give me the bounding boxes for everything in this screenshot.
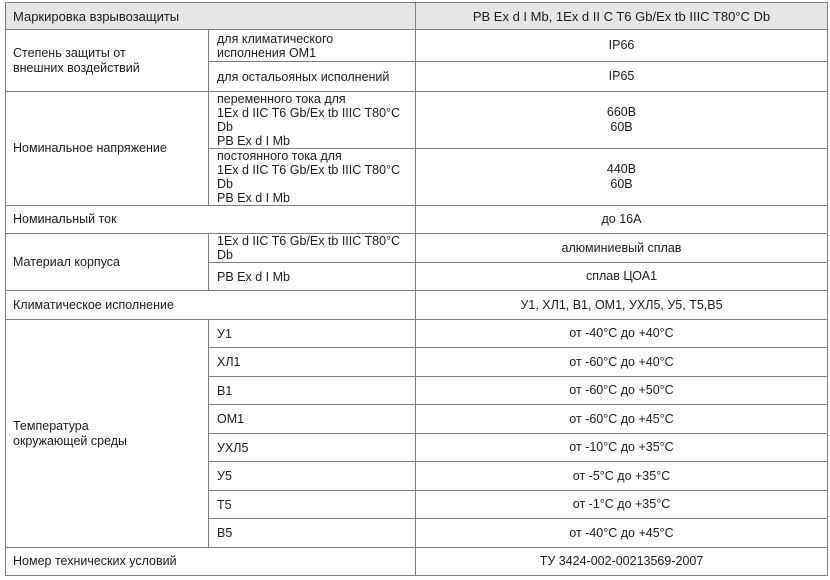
voltage-value-ac: 660В 60В — [416, 92, 828, 149]
temperature-value: от -40°С до +45°С — [416, 519, 828, 548]
tech-conditions-value: ТУ 3424-002-00213569-2007 — [416, 548, 828, 576]
protection-sub-om1: для климатического исполнения ОМ1 — [209, 30, 416, 62]
specifications-table — [5, 2, 828, 576]
temperature-value: от -60°С до +50°С — [416, 377, 828, 405]
climatic-label: Климатическое исполнение — [6, 291, 416, 320]
temperature-value: от -1°С до +35°С — [416, 491, 828, 519]
table-row — [6, 234, 828, 263]
temperature-sub: У1 — [209, 320, 416, 348]
header-label: Маркировка взрывозащиты — [6, 3, 416, 30]
temperature-sub: ОМ1 — [209, 405, 416, 434]
housing-value-1ex: алюминиевый сплав — [416, 234, 828, 263]
temperature-value: от -10°С до +35°С — [416, 434, 828, 462]
current-value: до 16А — [416, 206, 828, 234]
temperature-label: Температура окружающей среды — [6, 320, 209, 548]
table-row — [6, 30, 828, 62]
temperature-value: от -5°С до +35°С — [416, 462, 828, 491]
header-row — [6, 3, 828, 30]
temperature-value: от -60°С до +45°С — [416, 405, 828, 434]
housing-label: Материал корпуса — [6, 234, 209, 291]
climatic-value: У1, ХЛ1, В1, ОМ1, УХЛ5, У5, Т5,В5 — [416, 291, 828, 320]
table-row — [6, 92, 828, 149]
housing-sub-1ex: 1Ex d IIC T6 Gb/Ex tb IIIC T80°C Db — [209, 234, 416, 263]
temperature-value: от -40°С до +40°С — [416, 320, 828, 348]
temperature-value: от -60°С до +40°С — [416, 348, 828, 377]
table-row — [6, 548, 828, 576]
voltage-sub-dc: постоянного тока для 1Ex d IIC T6 Gb/Ex tb IIIC T80°C Db PB Ex d I Mb — [209, 149, 416, 206]
table-row — [6, 320, 828, 348]
temperature-sub: В5 — [209, 519, 416, 548]
voltage-label: Номинальное напряжение — [6, 92, 209, 206]
housing-value-pb: сплав ЦОА1 — [416, 263, 828, 291]
protection-value-ip66: IP66 — [416, 30, 828, 62]
protection-value-ip65: IP65 — [416, 62, 828, 92]
current-label: Номинальный ток — [6, 206, 416, 234]
temperature-sub: ХЛ1 — [209, 348, 416, 377]
temperature-sub: Т5 — [209, 491, 416, 519]
tech-conditions-label: Номер технических условий — [6, 548, 416, 576]
protection-sub-other: для остальояных исполнений — [209, 62, 416, 92]
header-value: PB Ex d I Mb, 1Ex d II C T6 Gb/Ex tb IIIC T80°C Db — [416, 3, 828, 30]
voltage-sub-ac: переменного тока для 1Ex d IIC T6 Gb/Ex tb IIIC T80°C Db PB Ex d I Mb — [209, 92, 416, 149]
voltage-value-dc: 440В 60В — [416, 149, 828, 206]
temperature-sub: У5 — [209, 462, 416, 491]
table-row — [6, 291, 828, 320]
temperature-sub: УХЛ5 — [209, 434, 416, 462]
table-row — [6, 206, 828, 234]
protection-label: Степень защиты от внешних воздействий — [6, 30, 209, 92]
housing-sub-pb: PB Ex d I Mb — [209, 263, 416, 291]
temperature-sub: В1 — [209, 377, 416, 405]
